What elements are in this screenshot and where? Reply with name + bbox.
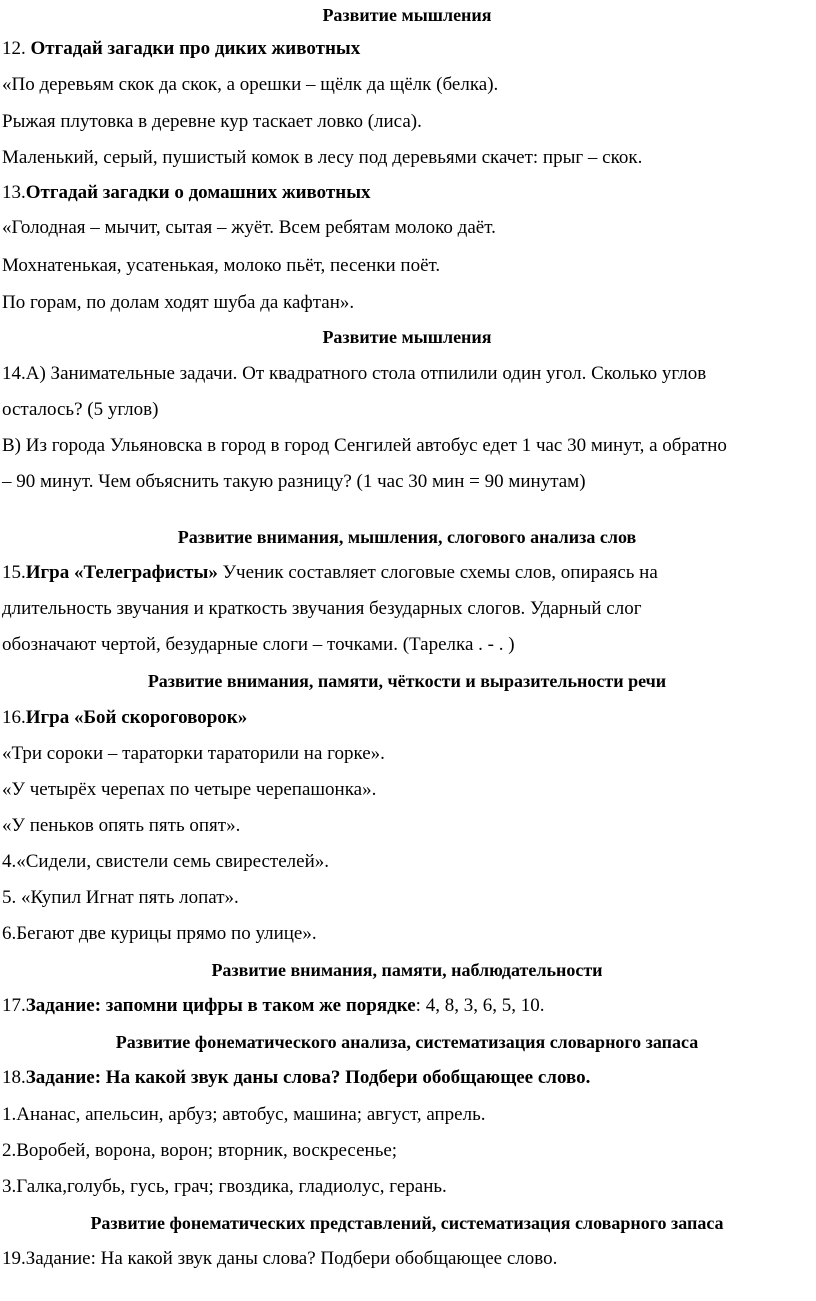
task-title: Игра «Телеграфисты» [25,562,218,583]
task-text: : 4, 8, 3, 6, 5, 10. [415,995,545,1016]
section-heading: Развитие фонематического анализа, систематизация словарного запаса [115,1032,699,1052]
riddle-line: По горам, по долам ходят шуба да кафтан». [2,292,355,313]
task-14-line: 14.А) Занимательные задачи. От квадратного стола отпилили один угол. Сколько углов [2,363,707,384]
riddle-line: Маленький, серый, пушистый комок в лесу под деревьями скачет: прыг – скок. [2,147,643,168]
task-18-heading [2,1066,812,1090]
task-number: 17. [2,995,26,1016]
task-17-heading [2,994,812,1018]
task-number: 18. [2,1067,26,1088]
section-heading: Развитие внимания, памяти, наблюдательности [211,960,603,980]
task-title: Отгадай загадки про диких животных [30,38,361,59]
task-text: Ученик составляет слоговые схемы слов, опираясь на [217,562,658,583]
task-number: 12. [2,38,31,59]
section-heading: Развитие внимания, памяти, чёткости и выразительности речи [147,671,667,691]
task-15-line: обозначают чертой, безударные слоги – точками. (Тарелка . - . ) [2,634,515,655]
tongue-twister-line: 6.Бегают две курицы прямо по улице». [2,923,317,944]
riddle-line: Мохнатенькая, усатенькая, молоко пьёт, песенки поёт. [2,255,441,276]
task-number: 15. [2,562,26,583]
word-list-line: 3.Галка,голубь, гусь, грач; гвоздика, гладиолус, герань. [2,1176,447,1197]
section-heading: Развитие внимания, мышления, слогового анализа слов [177,527,637,547]
task-14-line: – 90 минут. Чем объяснить такую разницу? (1 час 30 мин = 90 минутам) [2,471,586,492]
task-title: Отгадай загадки о домашних животных [25,182,371,203]
task-title: Игра «Бой скороговорок» [25,707,248,728]
section-heading: Развитие мышления [322,327,492,347]
task-19-line: 19.Задание: На какой звук даны слова? Подбери обобщающее слово. [2,1248,558,1269]
riddle-line: Рыжая плутовка в деревне кур таскает ловко (лиса). [2,111,422,132]
riddle-line: «Голодная – мычит, сытая – жуёт. Всем ребятам молоко даёт. [2,217,496,238]
section-heading: Развитие фонематических представлений, систематизация словарного запаса [90,1213,724,1233]
task-15-heading [2,561,812,585]
task-12-heading [2,37,812,61]
tongue-twister-line: 4.«Сидели, свистели семь свирестелей». [2,851,329,872]
tongue-twister-line: «Три сороки – тараторки тараторили на горке». [2,743,385,764]
tongue-twister-line: «У четырёх черепах по четыре черепашонка». [2,779,377,800]
task-number: 16. [2,707,26,728]
section-heading: Развитие мышления [322,5,492,25]
task-14-line: В) Из города Ульяновска в город в город Сенгилей автобус едет 1 час 30 минут, а обратно [2,435,727,456]
word-list-line: 2.Воробей, ворона, ворон; вторник, воскресенье; [2,1140,398,1161]
riddle-line: «По деревьям скок да скок, а орешки – щёлк да щёлк (белка). [2,74,499,95]
task-15-line: длительность звучания и краткость звучания безударных слогов. Ударный слог [2,598,642,619]
task-title: Задание: На какой звук даны слова? Подбери обобщающее слово. [25,1067,591,1088]
tongue-twister-line: 5. «Купил Игнат пять лопат». [2,887,239,908]
task-number: 13. [2,182,26,203]
tongue-twister-line: «У пеньков опять пять опят». [2,815,241,836]
task-14-line: осталось? (5 углов) [2,399,159,420]
task-16-heading [2,706,812,730]
task-13-heading [2,181,812,205]
word-list-line: 1.Ананас, апельсин, арбуз; автобус, машина; август, апрель. [2,1104,486,1125]
task-title: Задание: запомни цифры в таком же порядке [25,995,416,1016]
